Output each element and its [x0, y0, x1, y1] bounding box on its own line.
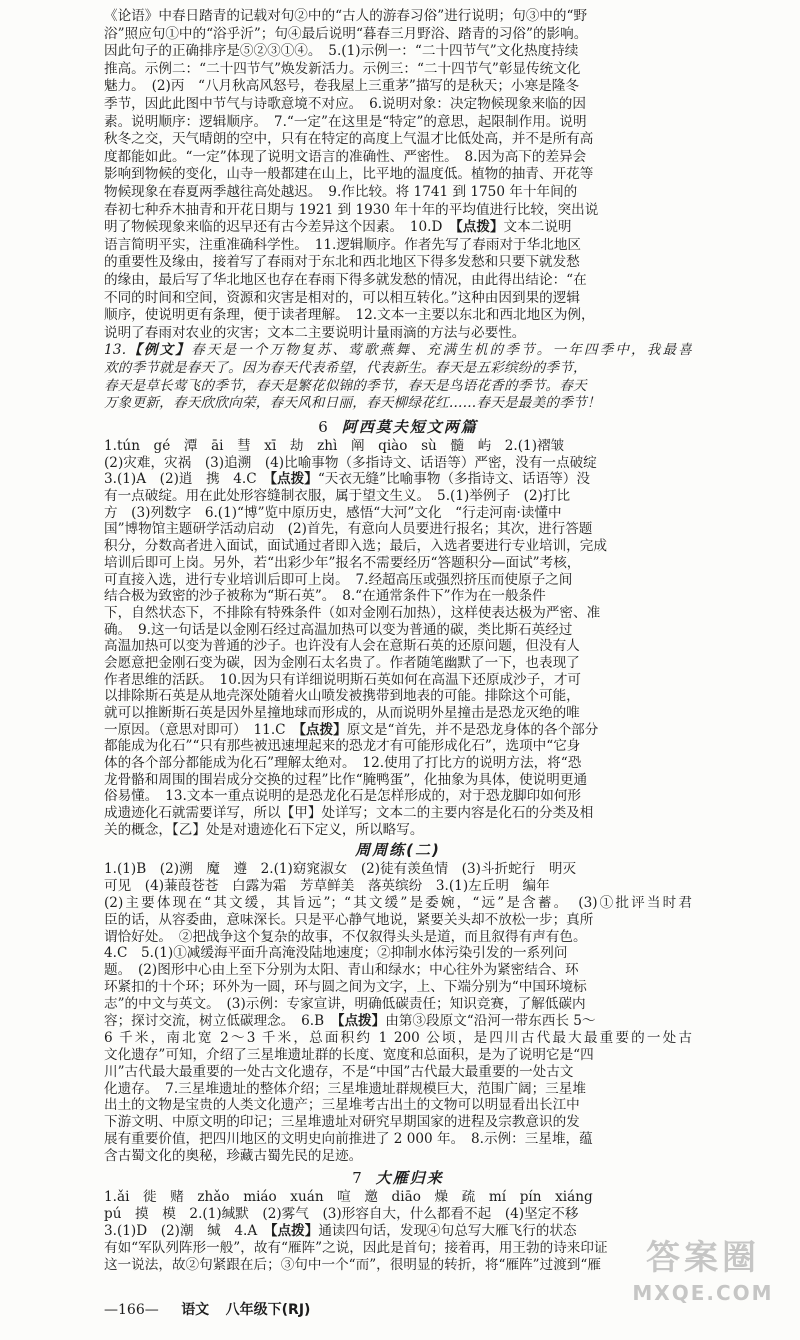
text-line: 就可以推断斯石英是因外星撞地球而形成的，从而说明外星撞击是恐龙灭绝的唯 [104, 705, 580, 721]
text-line: 有如“军队列阵形一般”，故有“雁阵”之说，因此是首句；接着再，用王勃的诗来印证 [104, 1239, 608, 1256]
text-line: 3.(1)D (2)潮 缄 4.A 【点拨】通读四句话，发现④句总写大雁飞行的状态 [104, 1222, 577, 1239]
text-line: 季节，因此此图中节气与诗歌意境不对应。 6.说明对象：决定物候现象来临的因 [104, 95, 586, 112]
text-line: 的缘由，最后写了华北地区也存在春雨下得多就发愁的情况，由此得出结论：“在 [104, 271, 587, 288]
lesson-7-number: 7 [352, 1169, 362, 1187]
watermark-logo [618, 1236, 788, 1306]
text-line: 川”古代最大最重要的一处古文化遗存，不是“中国”古代最大最重要的一处古文 [104, 1063, 574, 1080]
text-line: 积分，分数高者进入面试，面试通过者即入选；最后，入选者要进行专业培训，完成 [104, 538, 607, 555]
text-line: 度都能如此。“一定”体现了说明文语言的准确性、严密性。 8.因为高下的差异会 [104, 148, 587, 165]
text-line: 确。 9.这一句话是以金刚石经过高温加热可以变为普通的碳，类比斯石英经过 [104, 621, 573, 638]
text-line: 化遗存。 7.三星堆遗址的整体介绍；三星堆遗址群规模巨大，范围广阔；三星堆 [104, 1080, 586, 1097]
subject-label: 语文 [181, 1302, 210, 1318]
text-line: 因此句子的正确排序是⑤②③①④。 5.(1)示例一：“二十四节气”文化热度持续 [104, 43, 579, 60]
lesson-6-answers [104, 438, 692, 839]
text-line: 素。说明顺序：逻辑顺序。 7.“一定”在这里是“特定”的意思，起限制作用。说明 [104, 113, 587, 130]
text-line: 含古蜀文化的奥秘，珍藏古蜀先民的足迹。 [104, 1148, 363, 1165]
text-line: 3.(1)A (2)逍 携 4.C 【点拨】“天衣无缝”比喻事物（多指诗文、话语等）没 [104, 471, 590, 488]
watermark-site: MXQE.COM [632, 1281, 774, 1305]
lesson-7-title: 大雁归来 [375, 1169, 444, 1187]
text-line: 顺序，使说明更有条理，便于读者理解。 12.文本一主要以东北和西北地区为例， [104, 307, 595, 324]
text-line: 展有重要价值，把四川地区的文明史向前推进了 2 000 年。 8.示例：三星堆，蕴 [104, 1131, 593, 1148]
text-line: 不同的时间和空间，资源和灾害是相对的，可以相互转化。”这种由因到果的逻辑 [104, 289, 580, 306]
text-line: 关的概念，【乙】处是对遗迹化石下定义，所以略写。 [104, 821, 424, 838]
text-line: 物候现象在春夏两季越往高处越迟。 9.作比较。将 1741 到 1750 年十年间的 [104, 183, 578, 200]
weekly-practice-title: 周周练(二) [355, 841, 441, 859]
text-line: 作者思维的活跃。 10.因为只有详细说明斯石英如何在高温下还原成沙子，才可 [104, 671, 582, 688]
text-line: 春天是草长莺飞的季节，春天是繁花似锦的季节，春天是鸟语花香的季节。春天 [104, 377, 587, 394]
text-line: 可见 (4)蒹葭苍苍 白露为霜 芳草鲜美 落英缤纷 3.(1)左丘明 编年 [104, 877, 550, 894]
text-line: 下，自然状态下，不排除有特殊条件（如对金刚石加热），这样使表达极为严密、准 [104, 604, 601, 621]
text-line: 浴”照应句①中的“浴乎沂”；句④最后说明“暮春三月野浴、踏青的习俗”的影响。 [104, 25, 588, 42]
text-line: 万象更新，春天欣欣向荣，春天风和日丽，春天柳绿花红……春天是最美的季节！ [104, 395, 601, 412]
text-line: 体的各个部分都能成为化石”理解太绝对。 12.使用了打比方的说明方法，将“恐 [104, 755, 582, 772]
text-line: 结合极为致密的沙子被称为“斯石英”。 8.“在通常条件下”作为在一般条件 [104, 588, 546, 605]
text-line: 这一说法，故②句紧跟在后；③句中一个“而”，很明显的转折，将“雁阵”过渡到“雁 [104, 1256, 601, 1273]
text-line: 臣的话，从容委曲，意味深长。只是平心静气地说，紧要关头却不放松一步；真所 [104, 911, 594, 928]
text-line: 以排除斯石英是从地壳深处随着火山喷发被携带到地表的可能。排除这个可能， [104, 688, 580, 705]
text-line: (2)灾难，灾祸 (3)追溯 (4)比喻事物（多指诗文、话语等）严密，没有一点破绽 [104, 454, 597, 471]
example-essay [104, 342, 692, 412]
text-line: 欢的季节就是春天了。因为春天代表希望，代表新生。春天是五彩缤纷的季节， [104, 359, 587, 376]
text-line: 春初七种乔木抽青和开花日期与 1921 到 1930 年十年的平均值进行比较，突出说 [104, 201, 599, 218]
page-number: —166— [104, 1302, 159, 1318]
text-line: 培训后即可上岗。另外，若“出彩少年”报名不需要经历“答题积分—面试”考核， [104, 554, 581, 571]
text-line: 龙骨骼和周围的围岩成分交换的过程”比作“腌鸭蛋”，化抽象为具体，使说明更通 [104, 771, 588, 788]
text-line: 下游文明、中原文明的印记；三星堆遗址对研究早期国家的进程及宗教意识的发 [104, 1114, 580, 1131]
text-line: 6 千米，南北宽 2～3 千米，总面积约 1 200 公顷，是四川古代最大最重要的一处古 [104, 1029, 692, 1046]
text-line: 方 (3)列数字 6.(1)“博”览中原历史，感悟“大河”文化 “行走河南·读懂中 [104, 504, 562, 521]
text-line: 魅力。 (2)丙 “八月秋高风怒号，卷我屋上三重茅”描写的是秋天；小寒是隆冬 [104, 78, 579, 95]
text-line: 俗易懂。 13.文本一重点说明的是恐龙化石是怎样形成的，对于恐龙脚印如何形 [104, 788, 582, 805]
lesson-6-title: 阿西莫夫短文两篇 [341, 418, 478, 436]
text-line: 题。 (2)图形中心由上至下分别为太阳、青山和绿水；中心往外为紧密结合、环 [104, 962, 579, 979]
text-line: 的重要性及缘由，接着写了春雨对于东北和西北地区下得多发愁和只要下就发愁 [104, 254, 580, 271]
text-line: 1.tún gé 潭 āi 彗 xī 劫 zhì 阐 qiào sù 髓 屿 2.(1)褶皱 [104, 438, 565, 454]
text-line: 秋冬之交，天气晴朗的空中，只有在特定的高度上气温才比低处高，并不是所有高 [104, 131, 594, 148]
text-line: 容；探讨交流，树立低碳理念。 6.B 【点拨】由第③段原文“沿河一带东西长 5～ [104, 1013, 596, 1030]
text-line: 推高。示例二：“二十四节气”焕发新活力。示例三：“二十四节气”彰显传统文化 [104, 60, 581, 77]
lesson-5-answers [104, 8, 692, 342]
grade-label: 八年级下(RJ) [225, 1302, 311, 1318]
text-line: (2)主要体现在“其文缓，其旨远”；“其文缓”是委婉，“远”是含蓄。 (3)①批评当时君 [104, 894, 692, 911]
text-line: 国”博物馆主题研学活动启动 (2)首先，有意向人员要进行报名；其次，进行答题 [104, 521, 593, 538]
page-footer [104, 1300, 310, 1320]
lesson-6-number: 6 [318, 418, 328, 436]
text-line: 高温加热可以变为普通的沙子。也许没有人会在意斯石英的还原问题，但没有人 [104, 638, 580, 655]
weekly-practice-heading [104, 839, 692, 861]
lesson-7-heading [104, 1167, 692, 1189]
text-line: 有一点破绽。用在此处形容缝制衣服，属于望文生义。 5.(1)举例子 (2)打比 [104, 488, 571, 505]
text-line: 志”的中文与英文。 (3)示例：专家宣讲，明确低碳责任；知识竞赛，了解低碳内 [104, 996, 586, 1013]
text-line: 13.【例文】春天是一个万物复苏、莺歌燕舞、充满生机的季节。一年四季中，我最喜 [104, 342, 692, 359]
text-line: 会愿意把金刚石变为碳，因为金刚石太名贵了。作者随笔幽默了一下，也表现了 [104, 654, 580, 671]
text-line: 文化遗存”可知，介绍了三星堆遗址群的长度、宽度和总面积，是为了说明它是“四 [104, 1046, 594, 1063]
watermark-text: 答案圈 [646, 1238, 760, 1278]
lesson-6-heading [104, 416, 692, 438]
text-line: 明了物候现象来临的迟早还有古今差异这个因素。 10.D 【点拨】文本二说明 [104, 219, 572, 236]
weekly-practice-answers [104, 861, 692, 1165]
text-line: 一原因。（意思对即可） 11.C 【点拨】原文是“首先，并不是恐龙身体的各个部分 [104, 721, 599, 738]
text-line: pú 摸 模 2.(1)缄默 (2)雾气 (3)形容自大，什么都看不起 (4)坚定不移 [104, 1205, 579, 1222]
lesson-7-answers [104, 1189, 692, 1273]
text-line: 1.ǎi 徙 赌 zhǎo miáo xuán 喧 邀 diāo 燥 疏 mí pín xiáng [104, 1189, 593, 1205]
text-line: 都能成为化石”“只有那些被迅速埋起来的恐龙才有可能形成化石”，选项中“它身 [104, 738, 581, 755]
text-line: 语言简明平实，注重准确科学性。 11.逻辑顺序。作者先写了春雨对于华北地区 [104, 236, 582, 253]
text-line: 成遗迹化石就需要详写，所以【甲】处详写；文本二的主要内容是化石的分类及相 [104, 805, 594, 822]
text-line: 《论语》中春日踏青的记载对句②中的“古人的游春习俗”进行说明；句③中的“野 [104, 8, 588, 24]
text-line: 影响到物候的变化，山寺一般都建在山上，比平地的温度低。植物的抽青、开花等 [104, 166, 594, 183]
text-line: 可直接入选，进行专业培训后即可上岗。 7.经超高压或强烈挤压而使原子之间 [104, 571, 573, 588]
text-line: 4.C 5.(1)①减缓海平面升高淹没陆地速度；②抑制水体污染引发的一系列问 [104, 945, 568, 962]
text-line: 环紧扣的十个环；环外为一圆，环与圆之间为文字，上、下端分别为“中国环境标 [104, 979, 587, 996]
text-line: 1.(1)B (2)溯 魔 遵 2.(1)窈窕淑女 (2)徒有羡鱼情 (3)斗折蛇行 明灭 [104, 861, 577, 877]
text-line: 说明了春雨对农业的灾害；文本二主要说明计量雨滴的方法与必要性。 [104, 324, 526, 341]
text-line: 谓恰好处。 ②把战争这个复杂的故事，不仅叙得头头是道，而且叙得有声有色。 [104, 928, 587, 945]
text-line: 出土的文物是宝贵的人类文化遗产；三星堆考古出土的文物可以明显看出长江中 [104, 1097, 580, 1114]
